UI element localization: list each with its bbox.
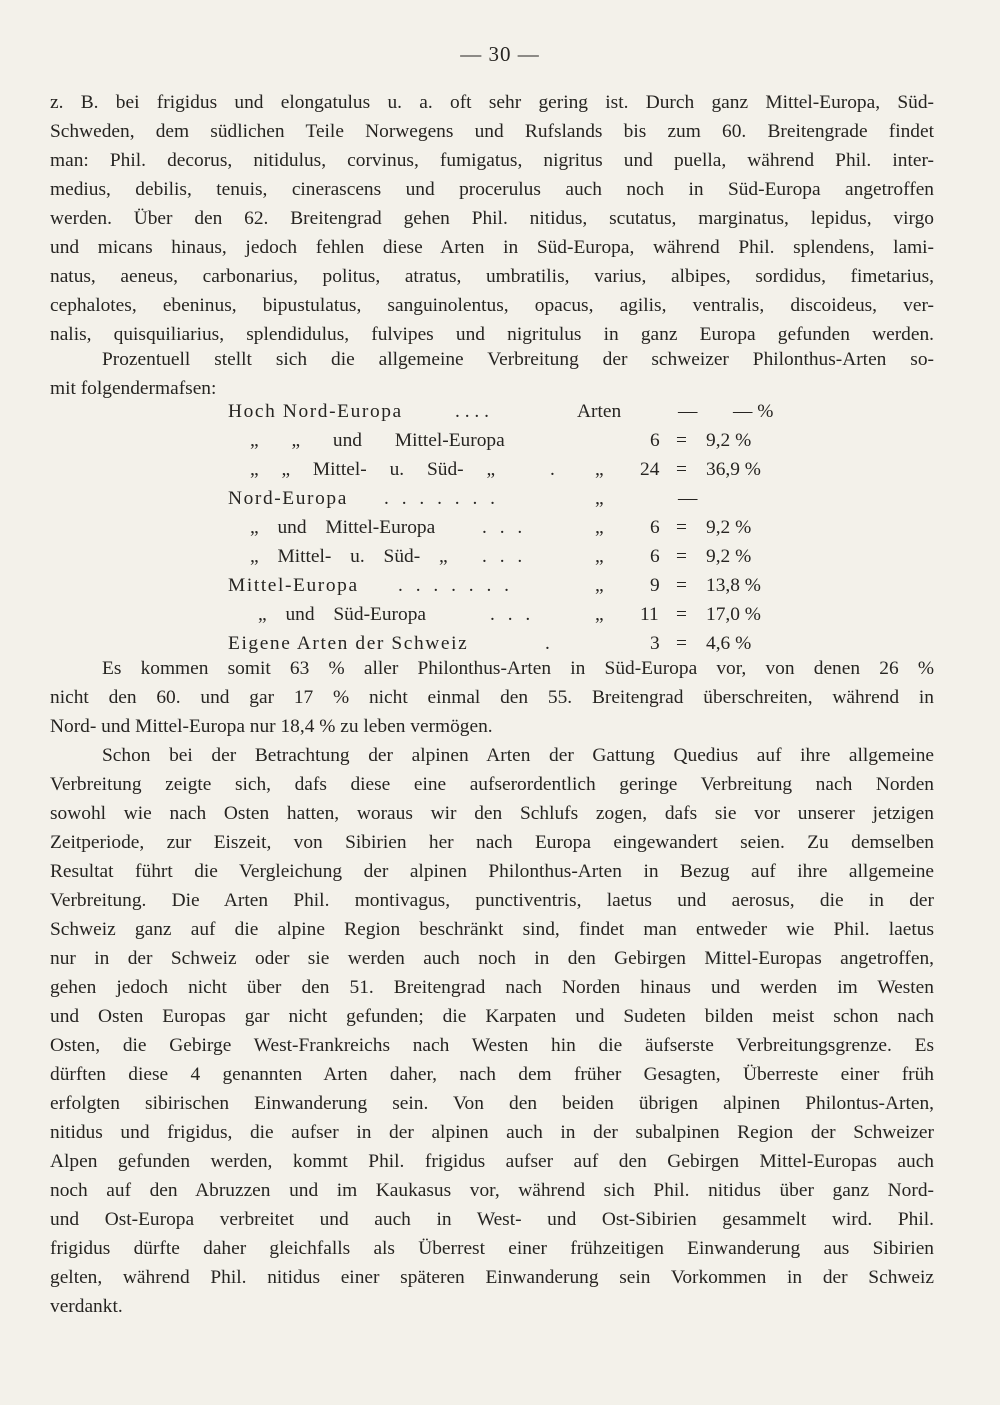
row-dots: . . .	[482, 517, 527, 538]
row-label: „ Mittel- u. Süd- „	[250, 546, 448, 567]
text-line: nitidus und frigidus, die aufser in der alpinen auch in der subalpinen Region der Schweizer	[50, 1122, 934, 1143]
text-line: Verbreitung zeigte sich, dafs diese eine aufserordentlich geringe Verbreitung nach Norden	[50, 774, 934, 795]
text-line: Es kommen somit 63 % aller Philonthus-Arten in Süd-Europa vor, von denen 26 %	[102, 658, 934, 679]
row-unit: „	[595, 517, 604, 538]
row-count: 6	[650, 546, 660, 567]
text-line: verdankt.	[50, 1296, 123, 1317]
table-row	[0, 455, 1000, 484]
text-line: Schweiz ganz auf die alpine Region beschränkt sind, findet man entweder wie Phil. laetus	[50, 919, 934, 940]
row-count: 6	[650, 430, 660, 451]
text-line: und micans hinaus, jedoch fehlen diese Arten in Süd-Europa, während Phil. splendens, lami-	[50, 237, 934, 258]
text-line: und Osten Europas gar nicht gefunden; die Karpaten und Sudeten bilden meist schon nach	[50, 1006, 934, 1027]
row-count: 3	[650, 633, 660, 654]
row-unit: „	[595, 488, 604, 509]
text-line: cephalotes, ebeninus, bipustulatus, sanguinolentus, opacus, agilis, ventralis, discoideus, ver-	[50, 295, 934, 316]
row-eq: =	[676, 604, 687, 625]
row-dots: .	[550, 459, 555, 480]
row-dots: . . . . . . .	[398, 575, 514, 596]
row-eq: =	[676, 575, 687, 596]
row-eq: =	[676, 459, 687, 480]
row-percent: 9,2 %	[706, 430, 752, 451]
row-unit: Arten	[577, 401, 622, 422]
text-line: Alpen gefunden werden, kommt Phil. frigidus aufser auf den Gebirgen Mittel-Europas auch	[50, 1151, 934, 1172]
row-dots: . . .	[482, 546, 527, 567]
table-row	[0, 484, 1000, 513]
row-percent: 36,9 %	[706, 459, 761, 480]
table-row	[0, 600, 1000, 629]
table-row	[0, 571, 1000, 600]
table-row	[0, 397, 1000, 426]
row-percent: 4,6 %	[706, 633, 752, 654]
row-label: Mittel-Europa	[228, 575, 359, 596]
row-count: 11	[640, 604, 659, 625]
text-line: Schon bei der Betrachtung der alpinen Arten der Gattung Quedius auf ihre allgemeine	[102, 745, 934, 766]
text-line: frigidus dürfte daher gleichfalls als Überrest einer frühzeitigen Einwanderung aus Sibirien	[50, 1238, 934, 1259]
text-line: z. B. bei frigidus und elongatulus u. a. oft sehr gering ist. Durch ganz Mittel-Europa, Süd-	[50, 92, 934, 113]
row-dots: . . . .	[455, 401, 489, 422]
row-eq: =	[676, 517, 687, 538]
page-number: — 30 —	[460, 42, 540, 66]
paragraph-distribution	[50, 88, 934, 349]
text-line: Prozentuell stellt sich die allgemeine Verbreitung der schweizer Philonthus-Arten so-	[102, 349, 934, 370]
text-line: Zeitperiode, zur Eiszeit, von Sibirien her nach Europa eingewandert seien. Zu demselben	[50, 832, 934, 853]
text-line: noch auf den Abruzzen und im Kaukasus vor, während sich Phil. nitidus über ganz Nord-	[50, 1180, 934, 1201]
row-eq: =	[676, 633, 687, 654]
row-dots: .	[545, 633, 550, 654]
paragraph-summary	[50, 654, 934, 741]
text-line: nalis, quisquiliarius, splendidulus, fulvipes und nigritulus in ganz Europa gefunden werden.	[50, 324, 934, 345]
text-line: medius, debilis, tenuis, cinerascens und procerulus auch noch in Süd-Europa angetroffen	[50, 179, 934, 200]
text-line: Nord- und Mittel-Europa nur 18,4 % zu leben vermögen.	[50, 716, 493, 737]
text-line: nur in der Schweiz oder sie werden auch noch in den Gebirgen Mittel-Europas angetroffen,	[50, 948, 934, 969]
row-unit: „	[595, 459, 604, 480]
text-line: werden. Über den 62. Breitengrad gehen Phil. nitidus, scutatus, marginatus, lepidus, virgo	[50, 208, 934, 229]
row-label: „ „ Mittel- u. Süd- „	[250, 459, 496, 480]
text-line: gehen jedoch nicht über den 51. Breitengrad nach Norden hinaus und werden im Westen	[50, 977, 934, 998]
row-unit: „	[595, 575, 604, 596]
table-row	[0, 426, 1000, 455]
paragraph-alpine-species	[50, 741, 934, 1321]
row-label: Nord-Europa	[228, 488, 348, 509]
text-line: und Ost-Europa verbreitet und auch in West- und Ost-Sibirien gesammelt wird. Phil.	[50, 1209, 934, 1230]
row-unit: „	[595, 604, 604, 625]
row-percent: 17,0 %	[706, 604, 761, 625]
text-line: sowohl wie nach Osten hatten, woraus wir den Schlufs zogen, dafs sie vor unserer jetzigen	[50, 803, 934, 824]
text-line: Resultat führt die Vergleichung der alpinen Philonthus-Arten in Bezug auf ihre allgemeine	[50, 861, 934, 882]
row-percent: — %	[733, 401, 774, 422]
text-line: Schweden, dem südlichen Teile Norwegens und Rufslands bis zum 60. Breitengrade findet	[50, 121, 934, 142]
row-count: —	[678, 401, 698, 422]
paragraph-intro-table	[50, 345, 934, 403]
row-count: 6	[650, 517, 660, 538]
table-row	[0, 513, 1000, 542]
row-count: 9	[650, 575, 660, 596]
text-line: dürften diese 4 genannten Arten daher, nach dem früher Gesagten, Überreste einer früh	[50, 1064, 934, 1085]
text-line: mit folgendermafsen:	[50, 378, 217, 399]
text-line: gelten, während Phil. nitidus einer späteren Einwanderung sein Vorkommen in der Schweiz	[50, 1267, 934, 1288]
row-label: Eigene Arten der Schweiz	[228, 633, 469, 654]
row-label: „ „ und Mittel-Europa	[250, 430, 505, 451]
text-line: man: Phil. decorus, nitidulus, corvinus, fumigatus, nigritus und puella, während Phil. inter-	[50, 150, 934, 171]
row-label: Hoch Nord-Europa	[228, 401, 403, 422]
row-percent: 9,2 %	[706, 546, 752, 567]
row-eq: =	[676, 546, 687, 567]
text-line: nicht den 60. und gar 17 % nicht einmal den 55. Breitengrad überschreiten, während in	[50, 687, 934, 708]
table-row	[0, 542, 1000, 571]
row-dots: . . .	[490, 604, 535, 625]
row-unit: „	[595, 546, 604, 567]
row-label: „ und Süd-Europa	[258, 604, 427, 625]
text-line: Verbreitung. Die Arten Phil. montivagus, punctiventris, laetus und aerosus, die in der	[50, 890, 934, 911]
row-dots: . . . . . . .	[384, 488, 500, 509]
row-count: —	[678, 488, 698, 509]
row-percent: 9,2 %	[706, 517, 752, 538]
text-line: Osten, die Gebirge West-Frankreichs nach Westen hin die äufserste Verbreitungsgrenze. Es	[50, 1035, 934, 1056]
text-line: natus, aeneus, carbonarius, politus, atratus, umbratilis, varius, albipes, sordidus, fimetarius,	[50, 266, 934, 287]
row-count: 24	[640, 459, 660, 480]
row-eq: =	[676, 430, 687, 451]
row-percent: 13,8 %	[706, 575, 761, 596]
row-label: „ und Mittel-Europa	[250, 517, 436, 538]
text-line: erfolgten sibirischen Einwanderung sein. Von den beiden übrigen alpinen Philontus-Arten,	[50, 1093, 934, 1114]
